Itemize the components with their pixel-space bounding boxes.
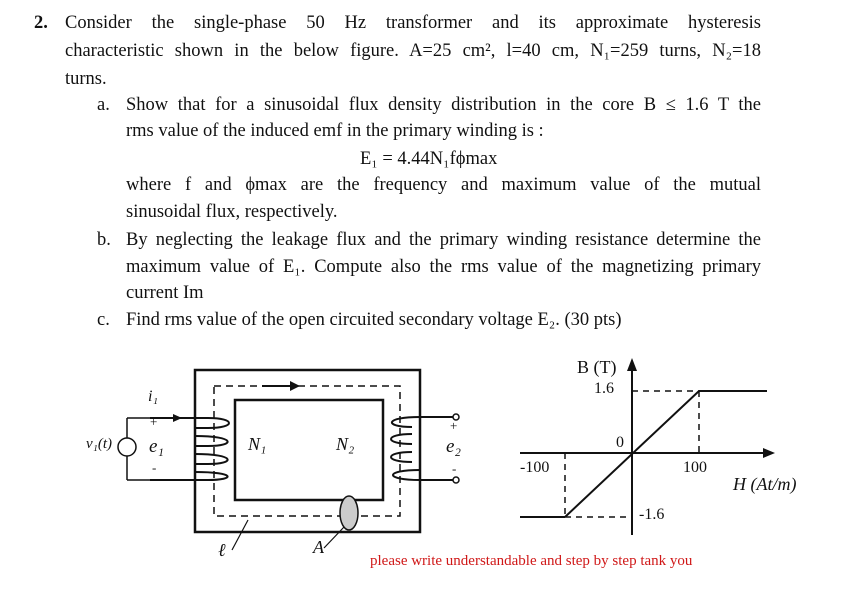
- part-b-line-3: current Im: [126, 283, 204, 303]
- part-a-line-1: Show that for a sinusoidal flux density distribution in the core B ≤ 1.6 T the: [126, 95, 761, 115]
- part-c-marker: c.: [97, 310, 110, 330]
- part-b-marker: b.: [97, 230, 111, 250]
- plus2-label: +: [450, 418, 458, 433]
- origin-label: 0: [616, 434, 624, 451]
- e2-label: e₂: [446, 436, 462, 457]
- N1-label: N₁: [248, 434, 267, 454]
- problem-number: 2.: [34, 13, 48, 33]
- h-max-label: 100: [683, 459, 707, 476]
- part-a-equation: E₁ = 4.44N₁fϕmax: [360, 149, 498, 169]
- minus2-label: -: [452, 461, 457, 476]
- b-axis-label: B (T): [577, 357, 617, 377]
- minus1-label: -: [152, 460, 157, 475]
- A-leader: [324, 527, 344, 548]
- b-axis-arrow-icon: [627, 358, 637, 371]
- part-a-line-4: sinusoidal flux, respectively.: [126, 202, 338, 222]
- flux-path: [214, 386, 400, 516]
- l-leader: [232, 520, 248, 550]
- v1-label: v₁(t): [86, 436, 113, 452]
- i1-label: i₁: [148, 388, 159, 405]
- e1-label: e₁: [149, 436, 165, 457]
- request-note: please write understandable and step by step tank you: [370, 553, 693, 569]
- transformer-core: [195, 370, 420, 532]
- b-min-label: -1.6: [639, 506, 665, 523]
- part-c-line-1: Find rms value of the open circuited secondary voltage E₂. (30 pts): [126, 310, 622, 330]
- current-arrow-icon: [162, 414, 182, 422]
- h-axis-arrow-icon: [763, 448, 775, 458]
- part-a-line-2: rms value of the induced emf in the primary winding is :: [126, 121, 544, 141]
- problem-line-3: turns.: [65, 69, 107, 89]
- part-b-line-2: maximum value of E₁. Compute also the rms value of the magnetizing primary: [126, 257, 761, 277]
- b-max-label: 1.6: [594, 380, 614, 397]
- plus1-label: +: [150, 414, 158, 429]
- problem-line-1: Consider the single-phase 50 Hz transformer and its approximate hysteresis: [65, 13, 761, 33]
- area-label: A: [313, 537, 324, 557]
- h-min-label: -100: [520, 459, 550, 476]
- cross-section-ellipse: [340, 496, 358, 530]
- N2-label: N₂: [336, 434, 355, 454]
- h-axis-label: H (At/m): [733, 474, 797, 494]
- length-label: ℓ: [218, 540, 226, 560]
- problem-line-2: characteristic shown in the below figure. A=25 cm², l=40 cm, N₁=259 turns, N₂=18: [65, 41, 761, 61]
- part-b-line-1: By neglecting the leakage flux and the primary winding resistance determine the: [126, 230, 761, 250]
- part-a-line-3: where f and ϕmax are the frequency and maximum value of the mutual: [126, 175, 761, 195]
- part-a-marker: a.: [97, 95, 110, 115]
- terminal-minus-icon: [453, 477, 459, 483]
- flux-arrow-icon: [262, 381, 300, 391]
- source-circle: [118, 438, 136, 456]
